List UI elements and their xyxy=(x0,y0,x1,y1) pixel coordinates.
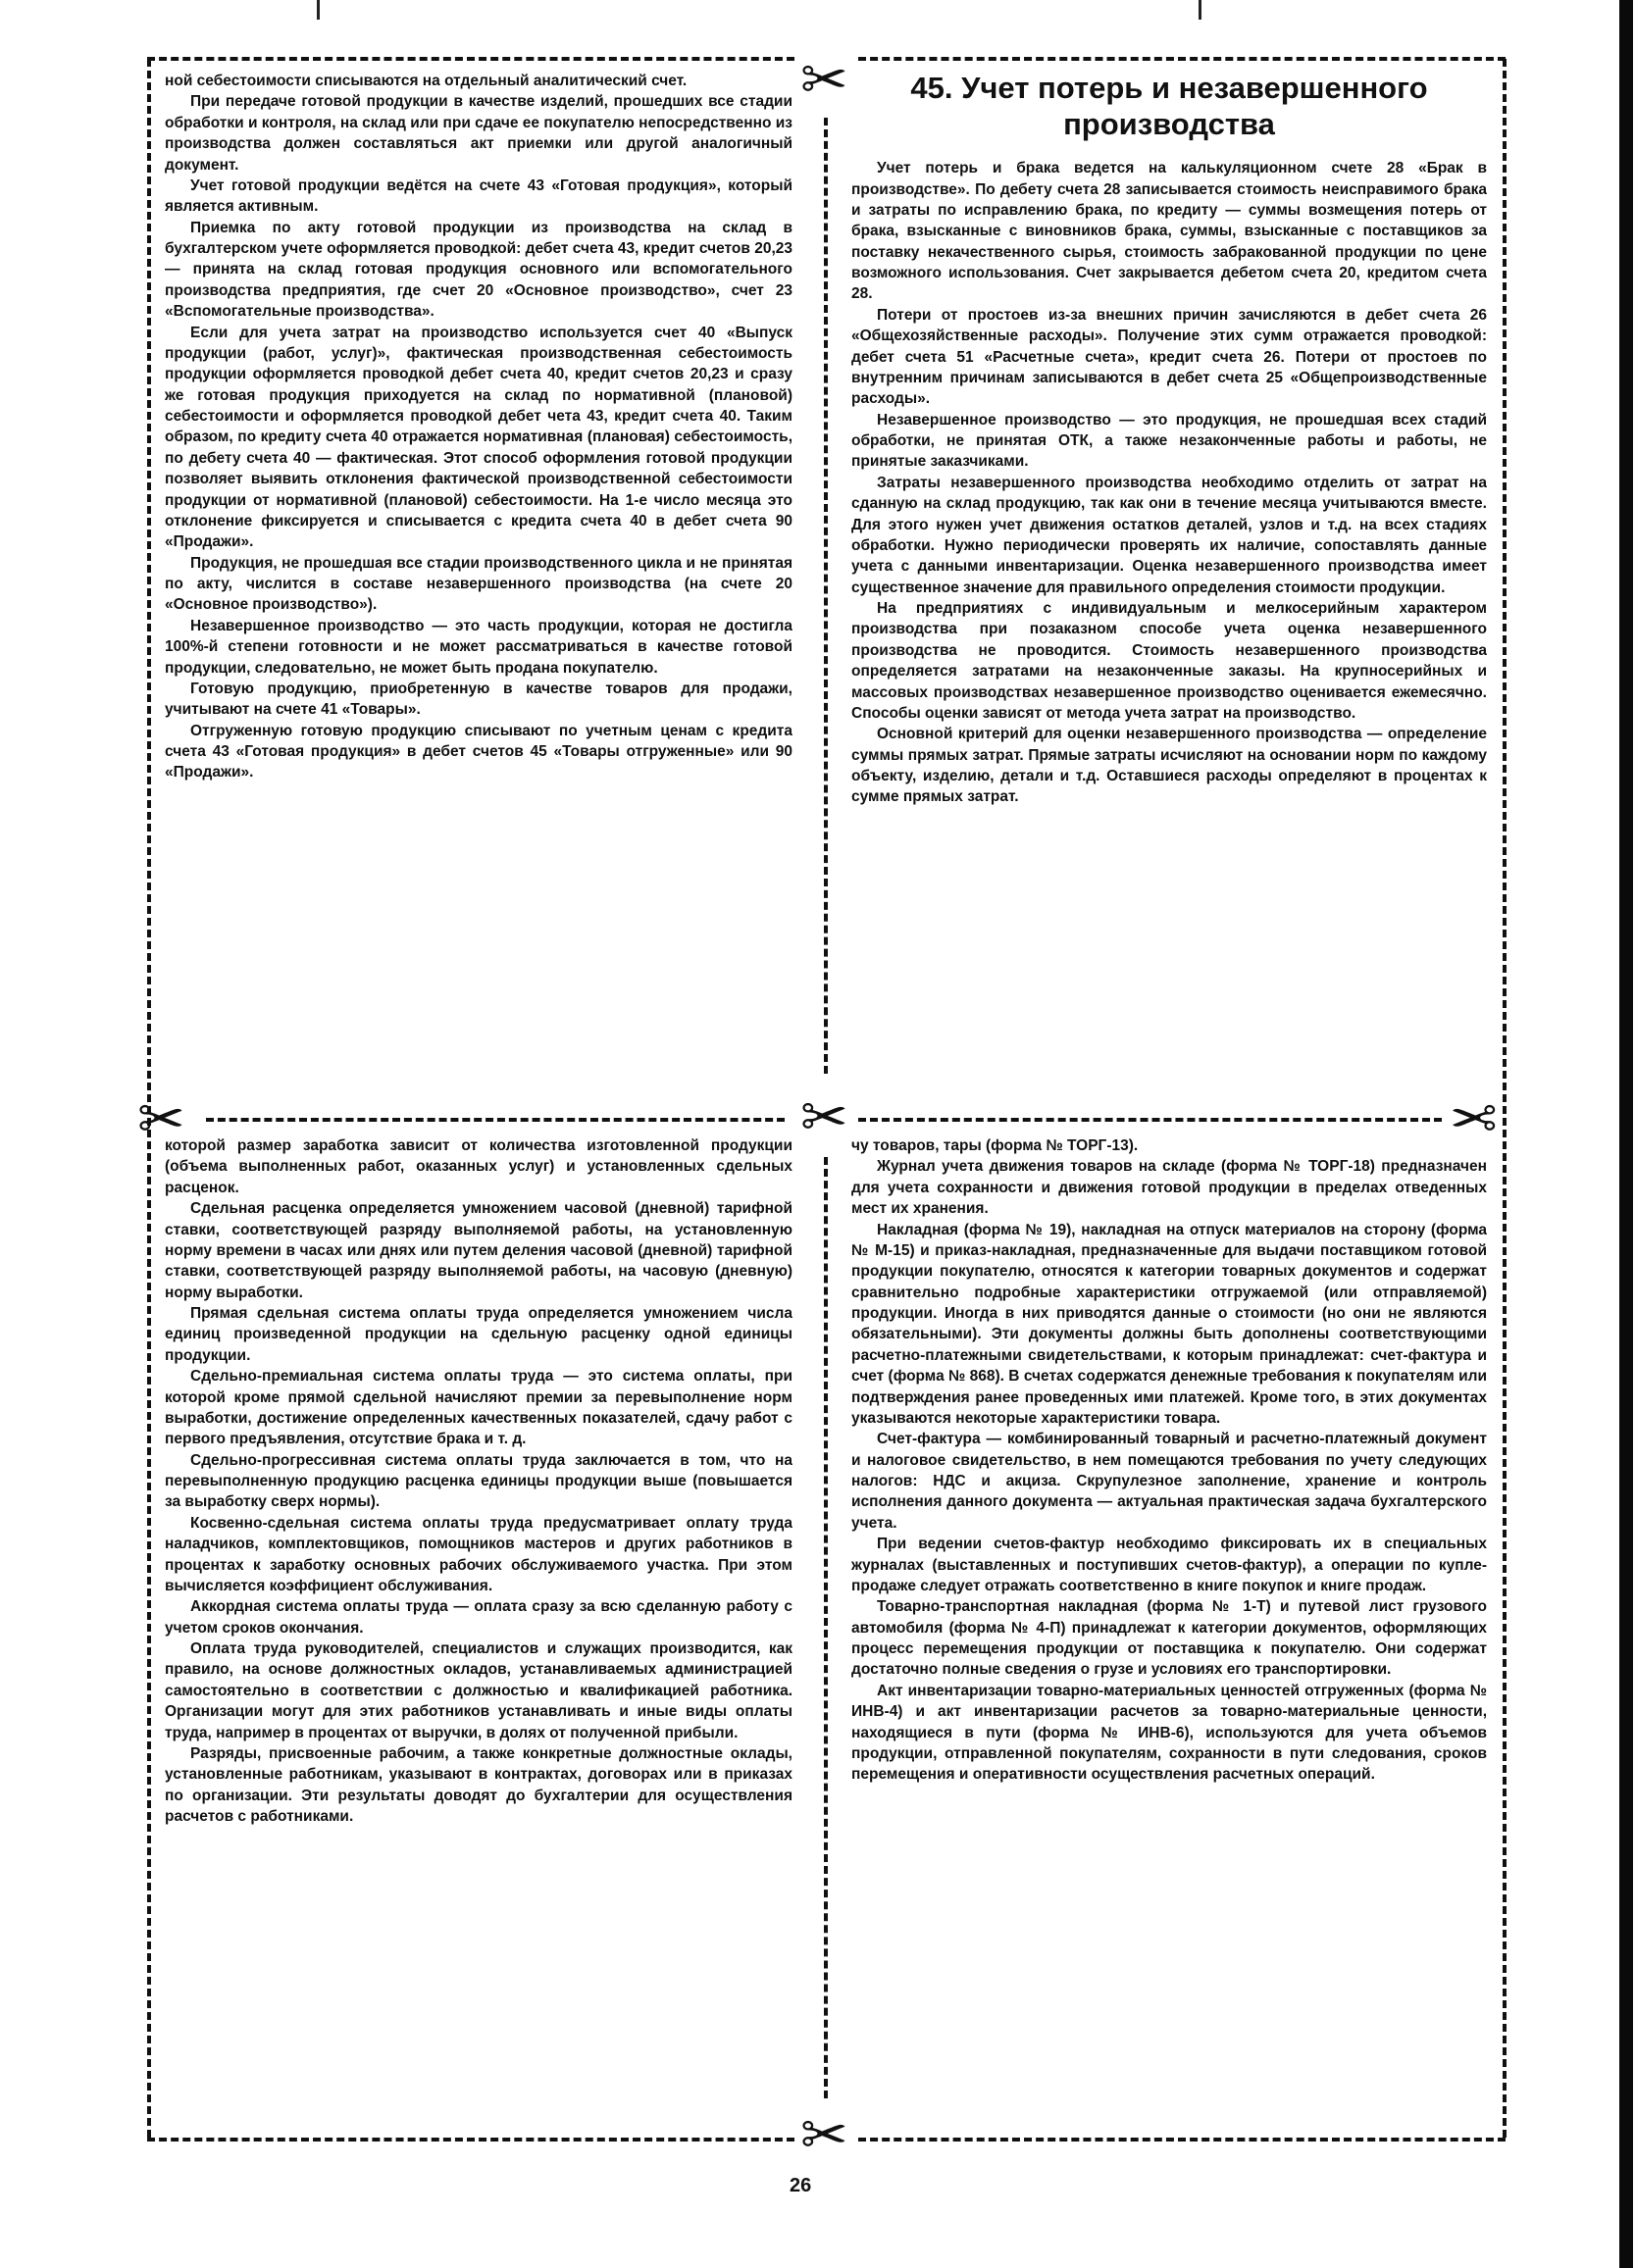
paragraph: Акт инвентаризации товарно-материальных ценностей отгруженных (форма № ИНВ-4) и акт инвентаризации расчетов за товарно-материальные ценности, находящиеся в пути (форма № ИНВ-6), используются для учета объемов продукции, отправленной покупателям, сохранности в пути следования, сроков перемещения и оперативности осуществления расчетных операций. xyxy=(851,1682,1487,1784)
paragraph: Незавершенное производство — это продукция, не прошедшая всех стадий обработки, не принятая ОТК, а также незаконченные работы и работы, не принятые заказчиками. xyxy=(851,411,1487,471)
paragraph: чу товаров, тары (форма № ТОРГ-13). xyxy=(851,1137,1139,1154)
paragraph: Основной критерий для оценки незавершенного производства — определение суммы прямых затрат. Прямые затраты исчисляют на основании норм по каждому объекту, изделию, детали и т.д. Оставшиеся расходы определяют в процентах к сумме прямых затрат. xyxy=(851,726,1487,806)
paragraph: Косвенно-сдельная система оплаты труда предусматривает оплату труда наладчиков, комплектовщиков, помощников мастеров и других работников в процентах к заработку основных рабочих обслуживаемого участка. При этом вычисляется коэффициент обслуживания. xyxy=(165,1514,792,1594)
scissors-icon: ✂ xyxy=(137,1085,185,1152)
scan-tick-mark xyxy=(317,0,320,20)
paragraph: Затраты незавершенного производства необходимо отделить от затрат на сданную на склад продукцию, так как они в течение месяца учитываются вместе. Для этого нужен учет движения остатков деталей, узлов и т.д. на всех стадиях обработки. Нужно периодически проверять их наличие, сопоставлять данные учета с данными инвентаризации. Оценка незавершенного производства имеет существенное значение для правильного определения стоимости продукции. xyxy=(851,474,1487,596)
paragraph: Незавершенное производство — это часть продукции, которая не достигла 100%-й степени готовности и не может рассматриваться в качестве готовой продукции, следовательно, не может быть продана покупателю. xyxy=(165,617,792,677)
paragraph: Учет потерь и брака ведется на калькуляционном счете 28 «Брак в производстве». По дебету счета 28 записывается стоимость неисправимого брака и затраты по исправлению брака, по кредиту — суммы возмещения потерь от брака, взысканные с виновников брака, суммы, взысканные с поставщиков за поставку некачественного сырья, стоимость забракованной продукции по цене возможного использования. Счет закрывается дебетом счета 20, кредитом счета 28. xyxy=(851,160,1487,303)
paragraph: На предприятиях с индивидуальным и мелкосерийным характером производства при позаказном способе учета оценка незавершенного производства не проводится. Стоимость незавершенного производства определяется затратами на незаконченные заказы. На крупносерийных и массовых производствах незавершенное производство оценивается ежемесячно. Способы оценки зависят от метода учета затрат на производство. xyxy=(851,600,1487,722)
paragraph: Накладная (форма № 19), накладная на отпуск материалов на сторону (форма № М-15) и приказ-накладная, предназначенные для выдачи поставщиком готовой продукции покупателю, относятся к категории товарных документов и содержат сравнительно подробные характеристики отгружаемой (или отправляемой) продукции. Иногда в них приводятся данные о стоимости (но они не являются обязательными). Эти документы должны быть дополнены соответствующими расчетно-платежными свидетельствами, к которым принадлежат: счет-фактура и счет (форма № 868). В счетах содержатся денежные требования к покупателям или подтверждения ранее проведенных ими платежей. Кроме того, в этих документах указываются некоторые характеристики товара. xyxy=(851,1221,1487,1427)
paragraph: Прямая сдельная система оплаты труда определяется умножением числа единиц произведенной продукции на сдельную расценку одной единицы продукции. xyxy=(165,1305,792,1364)
paragraph: Приемка по акту готовой продукции из производства на склад в бухгалтерском учете оформляется проводкой: дебет счета 43, кредит счетов 20,23 — принята на склад готовая продукция основного или вспомогательного производства предприятия, где счет 20 «Основное производство», счет 23 «Вспомогательные производства». xyxy=(165,219,792,321)
cut-line-right xyxy=(1503,59,1507,2138)
paragraph: Если для учета затрат на производство используется счет 40 «Выпуск продукции (работ, услуг)», фактическая производственная себестоимость продукции оформляется проводкой дебет счета 40, кредит счетов 20,23 и сразу же готовая продукция приходуется на склад по нормативной (плановой) себестоимости и оформляется проводкой дебет чета 43, кредит счета 40. Таким образом, по кредиту счета 40 отражается нормативная (плановая) себестоимость, по дебету счета 40 — фактическая. Этот способ оформления готовой продукции позволяет выявить отклонения фактической производственной себестоимости продукции от нормативной (плановой) себестоимости. На 1-е число месяца это отклонение фиксируется и списывается с кредита счета 40 в дебет счета 90 «Продажи». xyxy=(165,324,792,551)
cut-line-bottom-left xyxy=(147,2138,794,2142)
cut-line-top-right xyxy=(858,57,1506,61)
paragraph: Журнал учета движения товаров на складе (форма № ТОРГ-18) предназначен для учета сохранности и движения готовой продукции в пределах отведенных мест их хранения. xyxy=(851,1158,1487,1218)
paragraph: Потери от простоев из-за внешних причин зачисляются в дебет счета 26 «Общехозяйственные расходы». Получение этих сумм отражается проводкой: дебет счета 51 «Расчетные счета», кредит счета 26. Потери от простоев по внутренним причинам записываются в дебет счета 25 «Общепроизводственные расходы». xyxy=(851,306,1487,408)
scissors-icon: ✂ xyxy=(800,2101,848,2168)
column-bottom-right xyxy=(851,1135,1487,2126)
scan-edge-bar xyxy=(1619,0,1633,2268)
paragraph: которой размер заработка зависит от количества изготовленной продукции (объема выполненных работ, оказанных услуг) и установленных сдельных расценок. xyxy=(165,1137,792,1196)
cut-line-center-bottom xyxy=(824,1157,828,2098)
column-bottom-left xyxy=(165,1135,792,2126)
column-top-left xyxy=(165,71,792,1100)
paragraph: Товарно-транспортная накладная (форма № 1-Т) и путевой лист грузового автомобиля (форма № 4-П) принадлежат к категории документов, оформляющих процесс перемещения продукции от поставщика к покупателю. Они содержат достаточно полные сведения о грузе и условиях его транспортировки. xyxy=(851,1598,1487,1679)
scissors-icon: ✂ xyxy=(800,1084,848,1150)
paragraph: ной себестоимости списываются на отдельный аналитический счет. xyxy=(165,73,688,89)
scissors-icon: ✂ xyxy=(1450,1085,1498,1152)
scissors-icon: ✂ xyxy=(800,46,848,113)
section-heading: 45. Учет потерь и незавершенного производства xyxy=(910,71,1428,141)
cut-line-center-top xyxy=(824,118,828,1074)
cut-line-top-left xyxy=(147,57,794,61)
column-top-right xyxy=(851,71,1487,1100)
paragraph: Готовую продукцию, приобретенную в качестве товаров для продажи, учитывают на счете 41 «Товары». xyxy=(165,680,792,719)
paragraph: Отгруженную готовую продукцию списывают по учетным ценам с кредита счета 43 «Готовая продукция» в дебет счетов 45 «Товары отгруженные» или 90 «Продажи». xyxy=(165,722,792,781)
page-number: 26 xyxy=(790,2175,812,2196)
cut-line-middle-right xyxy=(858,1118,1442,1122)
paragraph: Оплата труда руководителей, специалистов и служащих производится, как правило, на основе должностных окладов, устанавливаемых администрацией самостоятельно в соответствии с должностью и квалификацией работника. Организации могут для этих работников устанавливать и иные виды оплаты труда, например в процентах от выручки, в долях от полученной прибыли. xyxy=(165,1640,792,1741)
cut-line-bottom-right xyxy=(858,2138,1506,2142)
paragraph: Сдельно-прогрессивная система оплаты труда заключается в том, что на перевыполненную продукцию расценка единицы продукции выше (повышается за выработку сверх нормы). xyxy=(165,1451,792,1511)
paragraph: Сдельно-премиальная система оплаты труда — это система оплаты, при которой кроме прямой сдельной начисляют премии за перевыполнение норм выработки, достижение определенных качественных показателей, сдачу работ с первого предъявления, отсутствие брака и т. д. xyxy=(165,1368,792,1448)
paragraph: Учет готовой продукции ведётся на счете 43 «Готовая продукция», который является активным. xyxy=(165,176,792,216)
cut-line-middle-left xyxy=(206,1118,785,1122)
paragraph: Разряды, присвоенные рабочим, а также конкретные должностные оклады, установленные работникам, указывают в контрактах, договорах или в приказах по организации. Эти результаты доводят до бухгалтерии для осуществления расчетов с работниками. xyxy=(165,1744,792,1825)
paragraph: При ведении счетов-фактур необходимо фиксировать их в специальных журналах (выставленных и поступивших счетов-фактур), а операции по купле-продаже следует отражать соответственно в книге покупок и книге продаж. xyxy=(851,1536,1487,1594)
paragraph: Сдельная расценка определяется умножением часовой (дневной) тарифной ставки, соответствующей разряду выполняемой работы, на установленную норму времени в часах или днях или путем деления часовой (дневной) тарифной ставки, соответствующей разряду выполняемой работы, на часовую (дневную) норму выработки. xyxy=(165,1200,792,1301)
paragraph: Аккордная система оплаты труда — оплата сразу за всю сделанную работу с учетом сроков окончания. xyxy=(165,1598,792,1637)
paragraph: Продукция, не прошедшая все стадии производственного цикла и не принятая по акту, числится в составе незавершенного производства (на счете 20 «Основное производство»). xyxy=(165,554,792,614)
paragraph: При передаче готовой продукции в качестве изделий, прошедших все стадии обработки и контроля, на склад или при сдаче ее покупателю непосредственно из производства должен составляться акт приемки или другой аналогичный документ. xyxy=(165,93,792,174)
scan-tick-mark xyxy=(1199,0,1201,20)
paragraph: Счет-фактура — комбинированный товарный и расчетно-платежный документ и налоговое свидетельство, в нем помещаются требования по учету следующих налогов: НДС и акциза. Скрупулезное заполнение, хранение и контроль исполнения данного документа — актуальная практическая задача бухгалтерского учета. xyxy=(851,1431,1487,1532)
